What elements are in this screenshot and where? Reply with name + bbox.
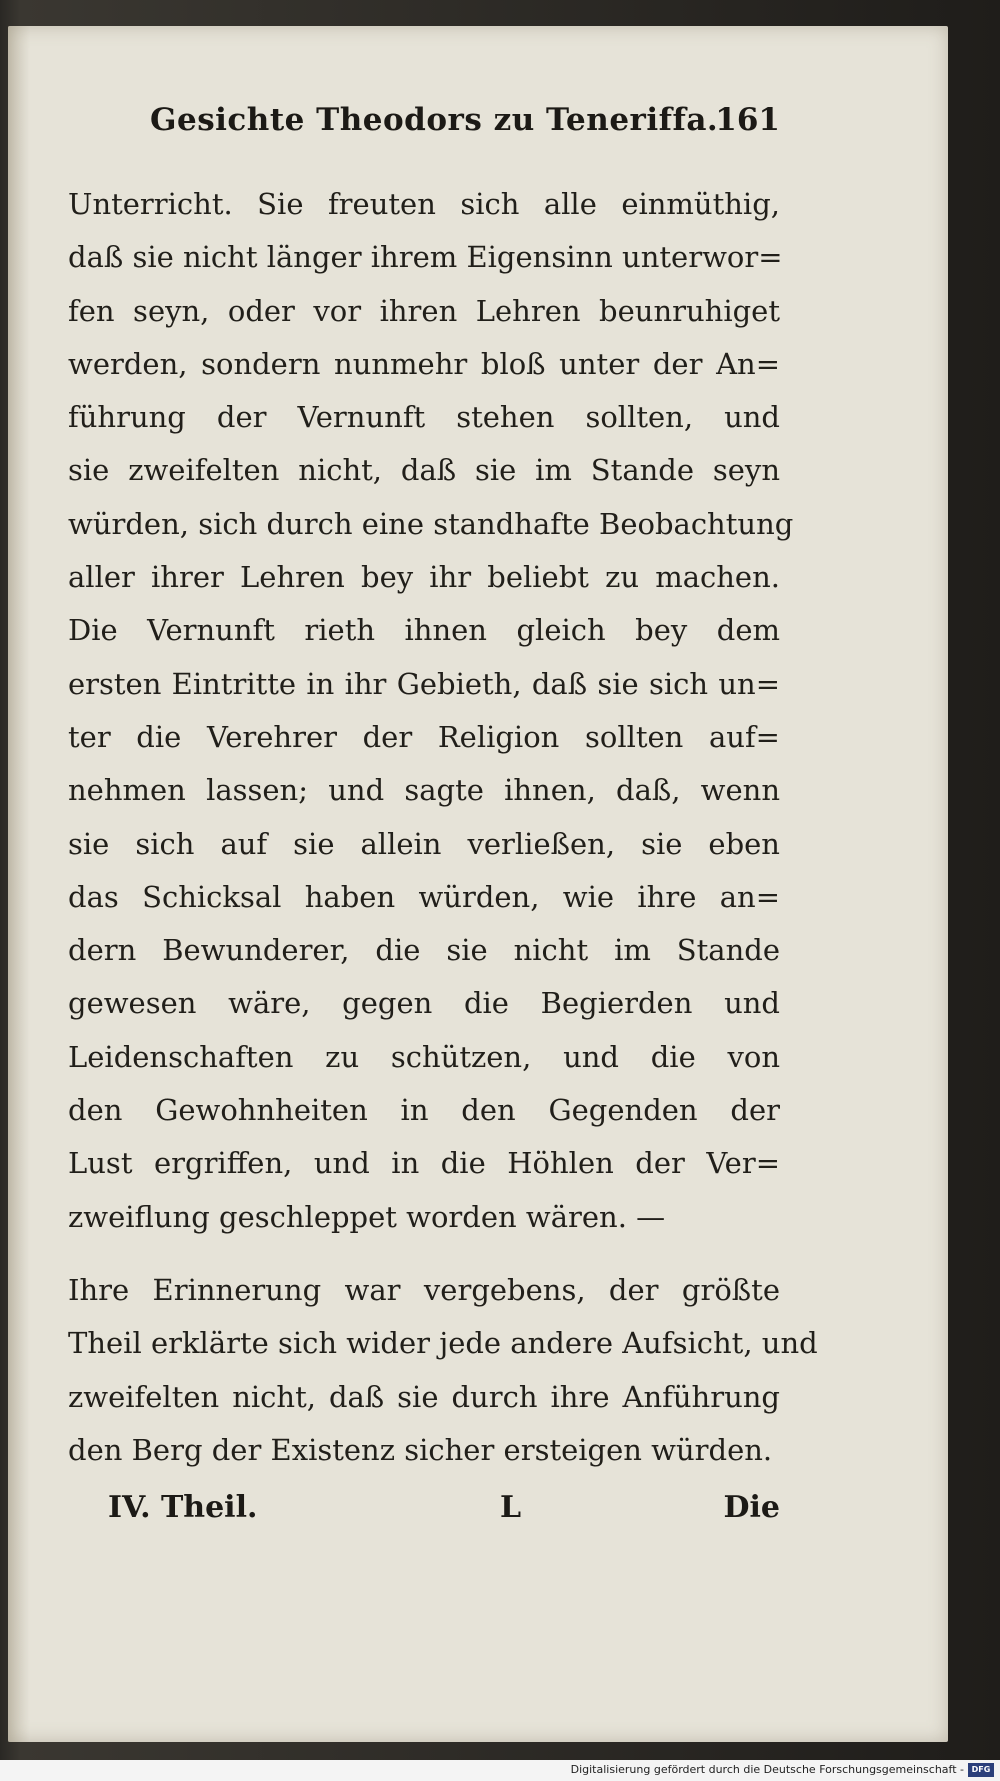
- text-line: Unterricht. Sie freuten sich alle einmüthig,: [68, 187, 780, 221]
- volume-signature: IV. Theil.: [108, 1490, 258, 1525]
- catchword: Die: [723, 1490, 780, 1525]
- text-line: sie sich auf sie allein verließen, sie eben: [68, 826, 780, 861]
- running-title: Gesichte Theodors zu Teneriffa.: [150, 102, 719, 138]
- text-line: Leidenschaften zu schützen, und die von: [68, 1039, 780, 1074]
- text-line: Ihre Erinnerung war vergebens, der größte: [68, 1272, 780, 1307]
- running-head: [150, 102, 780, 148]
- page-number: 161: [715, 102, 780, 138]
- text-line: sie zweifelten nicht, daß sie im Stande seyn: [68, 453, 780, 488]
- text-line: nehmen lassen; und sagte ihnen, daß, wenn: [68, 773, 780, 808]
- text-line: aller ihrer Lehren bey ihr beliebt zu machen.: [68, 560, 780, 595]
- text-line: führung der Vernunft stehen sollten, und: [68, 400, 780, 435]
- text-line: das Schicksal haben würden, wie ihre an=: [68, 879, 780, 914]
- text-line: zweifelten nicht, daß sie durch ihre Anführung: [68, 1379, 780, 1414]
- body-text: [68, 178, 818, 1477]
- text-line: fen seyn, oder vor ihren Lehren beunruhiget: [68, 293, 780, 328]
- text-line: Lust ergriffen, und in die Höhlen der Ver=: [68, 1146, 780, 1181]
- text-line: dern Bewunderer, die sie nicht im Stande: [68, 933, 780, 968]
- text-line: zweiflung geschleppet worden wären. —: [68, 1199, 666, 1234]
- page-footer: [108, 1490, 780, 1540]
- text-line: Die Vernunft rieth ihnen gleich bey dem: [68, 613, 780, 648]
- funding-credit: Digitalisierung gefördert durch die Deutsche Forschungsgemeinschaft -: [570, 1763, 964, 1776]
- paragraph-gap: [68, 1244, 780, 1264]
- text-line: gewesen wäre, gegen die Begierden und: [68, 986, 780, 1021]
- text-line: ersten Eintritte in ihr Gebieth, daß sie sich un=: [68, 666, 780, 701]
- text-line: den Gewohnheiten in den Gegenden der: [68, 1093, 780, 1128]
- text-line: Theil erklärte sich wider jede andere Aufsicht, und: [68, 1326, 818, 1361]
- signature-mark: L: [500, 1490, 522, 1525]
- text-line: den Berg der Existenz sicher ersteigen würden.: [68, 1432, 773, 1467]
- credit-bar: [0, 1760, 1000, 1781]
- text-line: werden, sondern nunmehr bloß unter der An=: [68, 346, 780, 381]
- text-line: würden, sich durch eine standhafte Beobachtung: [68, 506, 794, 541]
- text-line: daß sie nicht länger ihrem Eigensinn unterwor=: [68, 240, 783, 275]
- dfg-logo-icon: DFG: [968, 1763, 994, 1777]
- text-line: ter die Verehrer der Religion sollten auf=: [68, 719, 780, 754]
